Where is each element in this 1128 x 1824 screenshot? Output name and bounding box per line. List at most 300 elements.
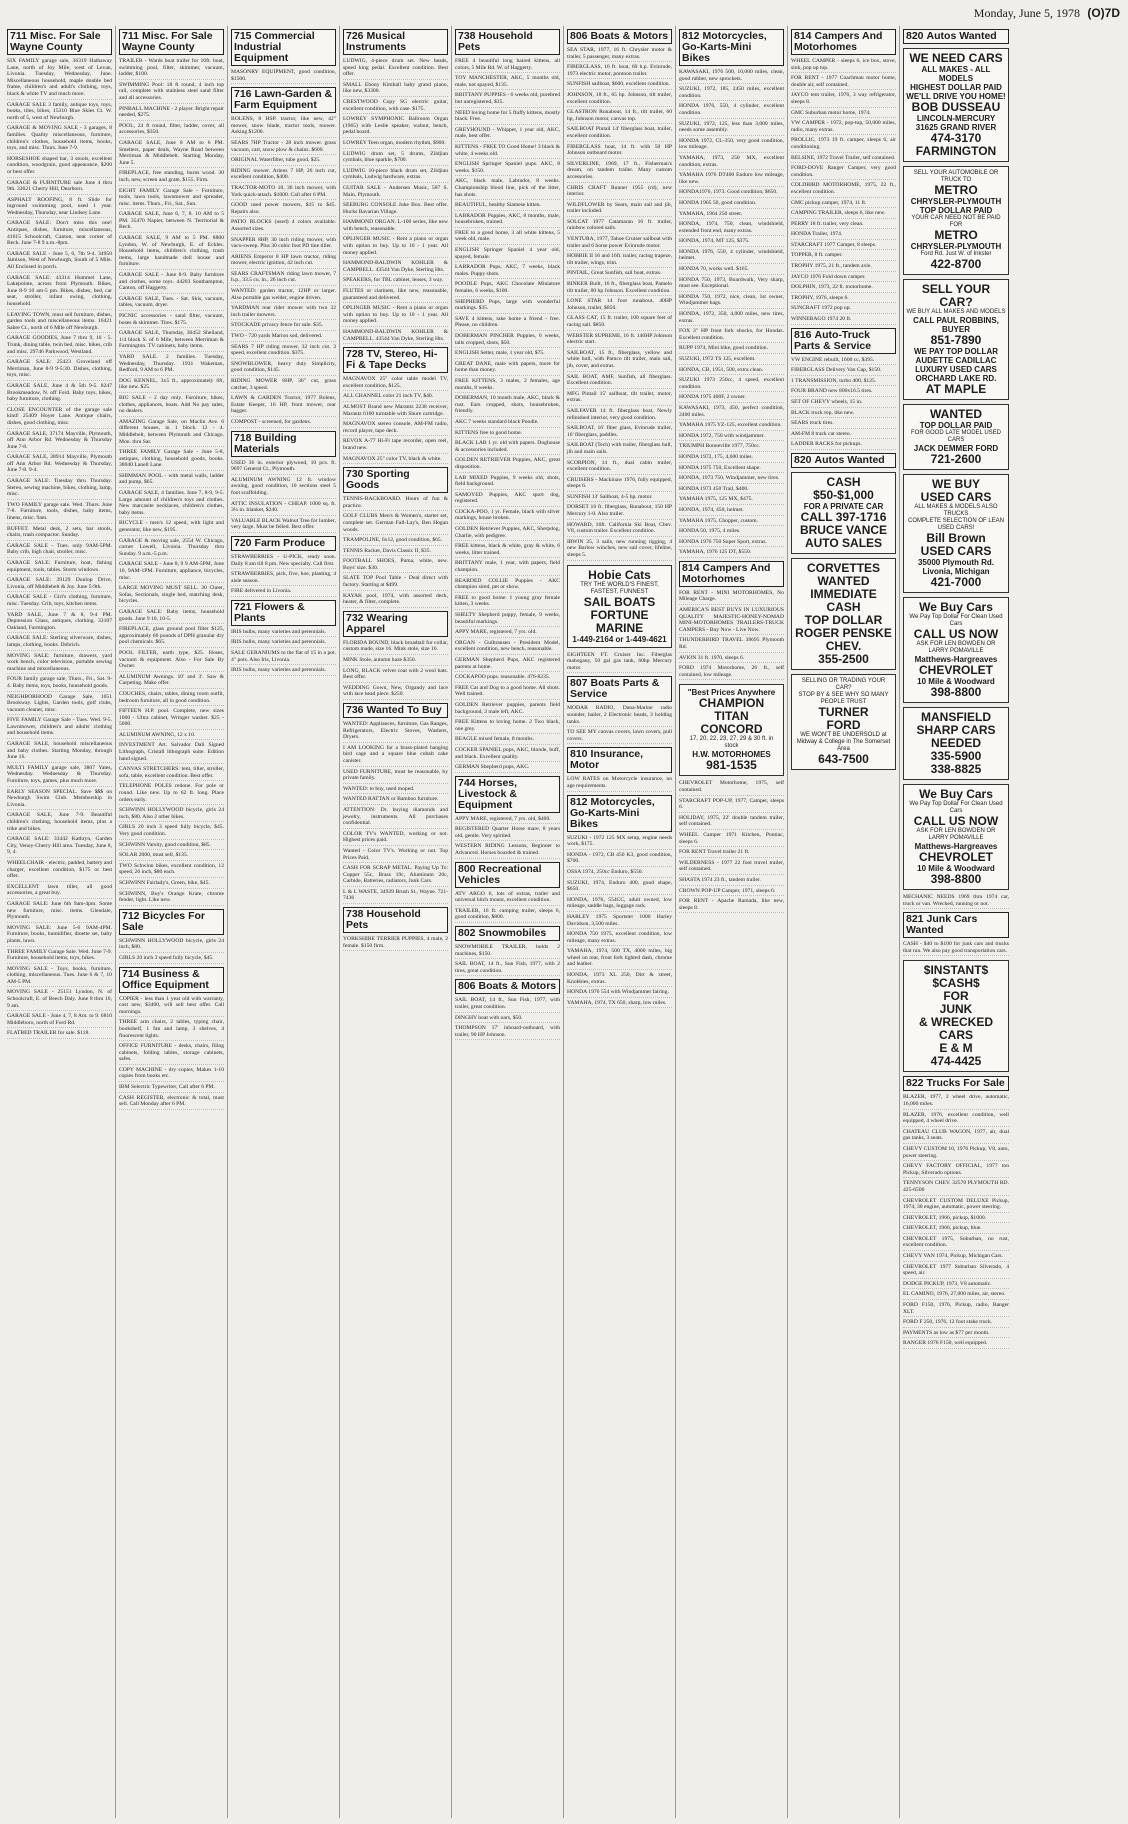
section-title: Flowers & Plants (234, 600, 305, 624)
classified-ad: CASH FOR SCRAP METAL. Paying Up To: Copper 55c, Brass 19c, Aluminum 20c, Carbide, Batteries, radiators, Junk Cars. (343, 865, 448, 887)
display-ad-line: WANTED (817, 573, 870, 588)
classified-ad: GARAGE SALE: 43314 Hummel Lane, Lakepointe, across from Plymouth. Bikes, June 8-9 10 am-5 pm. Bikes, dishes, bed, car seat, stroller, infant swing, clothing, household. (7, 275, 112, 310)
classified-ad: GMC pickup camper, 1974, 11 ft. (791, 200, 896, 209)
classified-ad: WANTED: to buy, used moped. (343, 786, 448, 795)
classified-ad: COCKAPOO pups. reasonable. 476-8235. (455, 674, 560, 683)
classified-ad: COUCHES, chairs, tables, dining room outfit, bedroom furniture, all in good condition. (119, 691, 224, 706)
classified-ad: CHEVY VAN 1974, Pickup, Michigan Cars. (903, 1253, 1009, 1262)
classified-ad: GLASTRON Runabout, 14 ft., tilt trailer, 60 hp, Johnson motor, canvas top. (567, 109, 672, 124)
classified-ad: VENTURA, 1977, Tahoe Cruiser sailboat with trailer and 6 horse power Evinrude motor. (567, 236, 672, 251)
classified-ad: POODLE Pups, AKC Chocolate Miniature females, 6 weeks, $100. (455, 281, 560, 296)
display-ad-line: $INSTANT$ (923, 963, 989, 978)
classified-ad: LAB MIXED Puppies, 9 weeks old, shots, field background. (455, 475, 560, 490)
classified-ad: HONDA - 1972, CB 450 K3, good condition, $700. (567, 852, 672, 867)
classified-ad: FREE Kittens to loving home. 2 Two black, one grey. (455, 719, 560, 734)
display-ad-line: WE PAY TOP DOLLAR (913, 347, 998, 356)
classified-ad: STRAWBERRIES, pick, five, hoe, planting, 4 aisle season. (231, 571, 336, 586)
classified-ad: GARAGE SALE: 33442 Kathryn, Garden City, Venoy-Cherry Hill area. Tuesday, June 8, 9, 4. (7, 836, 112, 858)
section-heading (791, 328, 896, 354)
classified-ad: AMAZING Garage Sale, on Maclin Ave. 6 different houses, in 1 block. 12 - 4. Middlebelt, between Plymouth and Chicago. Mon. thru Sat. (119, 419, 224, 447)
classified-ad: SHEPHERD Pups, large with wonderful markings. $35. (455, 299, 560, 314)
classified-ad: PERRY 18 ft. trailer, very clean. (791, 221, 896, 230)
classified-ad: SHELTY Shepherd puppy, female, 9 weeks, beautiful markings. (455, 612, 560, 627)
classified-ad: IRIS bulbs, many varieties and perennials. (231, 667, 336, 676)
classified-ad: SWIMMING Pool: 18 ft round, 4 inch top rail, complete with stainless steel sand filter and all accessories. (119, 82, 224, 104)
classified-ad: TO SEE MY canvas covers, lawn covers, pull covers. (567, 729, 672, 744)
classified-ad: FIFTEEN H.P. pool. Complete, new sizes 1000 - Ultra cabinet, Wringer washer. $25 - 5000. (119, 708, 224, 730)
section-title: Horses, Livestock & Equipment (458, 776, 518, 811)
classified-ad: BLACK truck top, like new. (791, 410, 896, 419)
classified-ad: HONDA 750 1975, excellent condition, low mileage, many extras. (567, 931, 672, 946)
classified-ad: IRIS bulbs, many varieties and perennials. (231, 629, 336, 638)
classified-ad: YORKSHIRE TERRIER PUPPIES, 4 male, 2 female. $150 firm. (343, 936, 448, 951)
classified-ad: STRAWBERRIES - U-PICK, ready soon. Daily 8 am till 8 pm. New specialty. Call first. (231, 554, 336, 569)
classified-ad: SILVERLINE, 1969, 17 ft., Fisherman's dream, on tandem trailer. Many custom accessories. (567, 161, 672, 183)
classified-ad: HARLEY 1975 Sportster 1000 Harley Davidson, 3,500 miles. (567, 914, 672, 929)
classified-ad: JAYCO tent trailer, 1976, 3 way refrigerator, sleeps 8. (791, 92, 896, 107)
section-title: Insurance, Motor (570, 748, 644, 772)
section-heading (903, 1076, 1009, 1091)
classified-ad: PROLLIC, 1973 19 ft. camper, sleeps 6, air conditioning. (791, 137, 896, 152)
classified-ad: SHIMMAN POOL - with metal walls, ladder and pump, $65. (119, 473, 224, 488)
display-ad-line: JUNK (939, 1002, 973, 1017)
classified-ad: AMERICA'S BEST BUYS IN LUXURIOUS QUALITY MAJESTIC-HONEY-NOMAD MINI-MOTORHOMES TRAILERS-TRUCK CAMPERS - Buy Now - Live Now. (679, 607, 784, 635)
section-title: Boats Parts & Service (570, 677, 660, 701)
classified-ad: TENNIS-BACKBOARD. Hours of fun & practice. (343, 496, 448, 511)
classified-ad: WANTED: Appliances, furniture, Gas Ranges, Refrigerators, Electric Stoves, Washers, Dryers. (343, 721, 448, 743)
display-ad-line: STOP BY & SEE WHY SO MANY PEOPLE TRUST (798, 691, 889, 705)
display-ad-line: We Pay Top Dollar For Clean Used Cars (909, 614, 1003, 627)
classified-ad: SNOWMOBILE TRAILER, holds 2 machines, $150. (455, 944, 560, 959)
classified-ad: COPIER - less than 1 year old with warranty, cost new, $3400, will sell best offer. Call mornings. (119, 996, 224, 1018)
section-number: 744 (458, 776, 476, 789)
display-ad-line: WE BUY ALL MAKES AND MODELS (906, 309, 1006, 315)
section-title: Snowmobiles (478, 927, 547, 940)
section-title: Auto-Truck Parts & Service (794, 328, 872, 352)
classified-ad: LUDWIG drum set, 5 drums, Zildjian cymbals, blue sparkle, $700. (343, 151, 448, 166)
classified-ad: FOR RENT - 1977 Coachman motor home, double air, self contained. (791, 75, 896, 90)
classified-ad: TROPHY, 1976, sleeps 6. (791, 295, 896, 304)
classified-ad: COCKER SPANIEL pups, AKC, blonde, buff, and black. Excellent quality. (455, 747, 560, 762)
classified-ad: ARIENS Emperor 8 HP lawn tractor, riding mower, electric ignition, 42 inch cut. (231, 254, 336, 269)
classified-ad: IRIS bulbs, many varieties and perennials. (231, 639, 336, 648)
section-number: 712 (122, 909, 140, 922)
display-ad-line: Matthews-Hargreaves (914, 655, 998, 664)
section-heading (231, 431, 336, 457)
section-title: Bicycles For Sale (122, 909, 205, 933)
classified-ad: FIREPLACE, glass ground pool filter $125, approximately 60 pounds of DPH granular dry pool chemicals. $65. (119, 626, 224, 648)
classified-ad: SET OF CHEVY wheels, 15 in. (791, 399, 896, 408)
section-heading (567, 676, 672, 702)
classified-ad: BIG SALE - 2 day only. Furniture, bikes, clothes, appliances, boats. Add No pay sales, no dealers. (119, 395, 224, 417)
display-ad-line: TRY THE WORLD'S FINEST, FASTEST, FUNNEST (580, 581, 659, 595)
classified-ad: ALUMINUM AWNING, 12 x 10. (119, 732, 224, 741)
classified-ad: WESTERN RIDING Lessons, Beginner to Advanced. Horses boarded & trained. (455, 843, 560, 858)
classified-ad: GARAGE SALE: Tuesday thru Thursday. Stereo, sewing machine, bikes, clothing, lamp, misc. (7, 478, 112, 500)
display-ad-line: 474-4425 (930, 1054, 982, 1069)
classified-ad: SEARS truck tires. (791, 420, 896, 429)
classified-ad: ENGLISH Springer Spaniel pups. AKC, 8 weeks. $150. (455, 161, 560, 176)
classified-ad: BEAGLE mixed female, 8 months. (455, 736, 560, 745)
classified-ad: GARAGE SALE, 9 AM to 5 PM. 8800 Lyndon, W. of Newburgh, E. of Eckles. Household items, children's clothing, trash items, large handmade doll house and furniture. (119, 235, 224, 270)
section-number: 720 (234, 536, 252, 549)
display-ad-line: CALL US NOW (913, 627, 999, 641)
classified-ad: GARAGE SALE, June 8 AM to 6 PM. Smelters, paper deals, Wayne Road between Merriman & Middlebelt. Starting Monday, June 5. (119, 140, 224, 168)
classified-ad: HONDA 1973 450 Trail, $400. (679, 486, 784, 495)
classified-ad: AM-FM 8 track car stereo. (791, 431, 896, 440)
display-ad-line: 981-1535 (706, 758, 757, 773)
display-ad-brown (903, 474, 1009, 593)
display-ad-line: TOP DOLLAR PAID (919, 206, 993, 215)
classified-ad: YAMAHA, 1976 125 DT, $550. (679, 549, 784, 558)
display-ad-line: CARS (938, 1028, 973, 1043)
classified-ad: CHEVROLET 1975, Suburban, no rust, excellent condition. (903, 1236, 1009, 1251)
section-heading (903, 29, 1009, 44)
classified-ad: MULTI FAMILY garage sale, 3807 Yates, Wednesday. Wednesday & Thursday. Furniture, toys, games, plus much more. (7, 765, 112, 787)
section-number: 711 (10, 30, 27, 42)
display-ad-line: AUDETTE CADILLAC (915, 356, 997, 365)
classified-ad: WEDDING Gown, New, Organdy and lace with lace head piece. $250. (343, 685, 448, 700)
classified-ad: SIX FAMILY garage sale, 36319 Hathaway Lane, north of Joy Mile, west of Levan, Livonia. Tuesday, Wednesday, June. Miscellaneous household, maple double bed frame, children's and adult's clothing, toys, black & white TV and much more. (7, 58, 112, 100)
classified-ad: HONDA 50, 1975, 4 miles. (679, 528, 784, 537)
classified-ad: SAMOYED Puppies, AKC sport dog, registered. (455, 492, 560, 507)
display-ad-line: H.W. MOTORHOMES (692, 750, 771, 760)
classified-ad: FIVE FAMILY Garage Sale - Tues. Wed. 9-5. Lawnmower, children's and adults' clothing and household items. (7, 717, 112, 739)
classified-ad: DOBERMAN, 10 month male, AKC, black & rust. Ears cropped, shots, housebroken, friendly. (455, 395, 560, 417)
classified-ad: SHASTA 1974 23 ft., tandem trailer. (679, 877, 784, 886)
classified-ad: FOR RENT - Apache Ramada, like new, sleeps 8. (679, 898, 784, 913)
classified-ad: JAYCO 1976 Fold down camper. (791, 274, 896, 283)
classified-ad: THREE arm chairs, 2 tables, typing chair, bookshelf, 1 fan and lamp, 3 shelves, 4 fluorescent lights. (119, 1019, 224, 1041)
classified-ad: FREE Cat and Dog to a good home. All shots. Well trained. (455, 685, 560, 700)
classified-ad: GARAGE SALE: Furniture, boat, fishing equipment, tools, tables. Storm windows. (7, 560, 112, 575)
classified-ad: BOLENS, 8 HSP. tractor, like new, 42" mower, snow blade, tractor tools, mower. Asking $1200. (231, 116, 336, 138)
classified-ad: IRWIN 25, 3 sails, new running rigging, 4 new Barlow winches, new sail cover, lifeline, sleeps 5. (567, 539, 672, 561)
classified-ad: LONE STAR 14 foot runabout, 40HP Johnson, trailer, $850. (567, 298, 672, 313)
display-ad-metro (903, 166, 1009, 275)
classified-ad: BELSINE, 1972 Travel Trailer, self contained. (791, 155, 896, 164)
classified-ad: YAMAHA 1975, Chopper, custom. (679, 518, 784, 527)
section-title: Motorcycles, Go-Karts-Mini Bikes (570, 795, 655, 830)
section-title: Building Materials (234, 431, 297, 455)
classified-ad: YAMAHA, 1973, 250 MX, excellent condition, extras. (679, 155, 784, 170)
display-ad-instant (903, 960, 1009, 1072)
classified-ad: FORD-DOVE Ranger Camper, very good condition. (791, 165, 896, 180)
classified-ad: PICNIC accessories - sand filter, vacuum, hoses & skimmer. Tires. $175. (119, 313, 224, 328)
classified-ad: CLOSE ENCOUNTER of the garage sale kind! 25409 Hoyer Lane. Antique chairs, dishes, good clothing, misc. (7, 407, 112, 429)
classified-ad: ORGAN - Gulbransen - President Model, excellent condition, new bench, reasonable. (455, 640, 560, 655)
classified-ad: GARAGE SALE: Don't miss this one! Antiques, dishes, furniture, miscellaneous, 41615 Schoolcraft, Canton, near corner of Beck. June 7-8 9 a.m.-8pm. (7, 220, 112, 248)
classified-ad: SUZUKI 1973 250cc, 4 speed, excellent condition. (679, 377, 784, 392)
classified-ad: GARAGE SALE, June 6, 7, 8. 10 AM to 5 PM. 35470 Napier, between N. Territorial & Beck. (119, 211, 224, 233)
display-ad-line: IMMEDIATE (810, 586, 877, 601)
classified-ad: EIGHTEEN FT. Cruiser Inc. Fiberglas mahogany, 50 gal gas tank, 60hp Mercury motor. (567, 652, 672, 674)
section-heading (343, 907, 448, 933)
classified-ad: GIRLS 20 inch 3 speed fully bicycle, $45. Very good condition. (119, 824, 224, 839)
section-heading (343, 467, 448, 493)
classified-ad: BINKER Built, 16 ft., fiberglass boat, Pamelo tilt trailer, 80 hp Johnson. Excellent condition. (567, 281, 672, 296)
classified-ad: LOWREY SYMPHONIC Ballroom Organ (1965) with Leslie speaker, walnut, bench, pedal board. (343, 116, 448, 138)
classified-ad: WILDERNESS - 1977 22 foot travel trailer, self contained. (679, 860, 784, 875)
display-ad-line: 17, 20, 22, 23, 27, 29 & 30 ft. in stock (689, 736, 774, 750)
classified-ad: CHEVROLET, 1966, pickup, $1000. (903, 1215, 1009, 1224)
classified-ad: OPLINGER MUSIC - Rent a piano or organ with option to buy. Up to 10 - 1 year. All money applied. (343, 236, 448, 258)
classified-ad: PINTAIL, Great Sunfish, sail boat, extras. (567, 270, 672, 279)
display-ad-line: 338-8825 (930, 762, 982, 776)
classified-ad: WILDFLOWER by Sears, main sail and jib, trailer included. (567, 202, 672, 217)
section-number: 738 (346, 908, 364, 921)
classified-ad: CHEVROLET Motorhome, 1975, self contained. (679, 780, 784, 795)
classified-ad: OPLINGER MUSIC - Rent a piano or organ with option to buy. Up to 10 - 1 year. All money applied. (343, 305, 448, 327)
classified-ad: GREYHOUND - Whippet, 1 year old, AKC, male, best offer. (455, 127, 560, 142)
display-ad-line: CASH (826, 599, 861, 614)
display-ad-line: TOP DOLLAR PAID (919, 421, 993, 430)
classified-ad: KAWASAKI, 1976 500, 10,000 miles, clean, good rubber, new sprockets. (679, 69, 784, 84)
classified-ad: HONDA, 1974, 450, helmet. (679, 507, 784, 516)
classified-ad: KITTENS free to good home. (455, 430, 560, 439)
classified-ad: SALE GERANIUMS to the flat of 15 in a pot. 4" pots. Also Iris, Livonia. (231, 650, 336, 665)
classified-ad: HONDA 750, 1972, nice, clean, 1st owner, Windjammer bags. (679, 294, 784, 309)
display-ad-champion (679, 684, 784, 776)
classified-ad: HOWARD, 16ft. California Ski Boat, Chev. V8, custom trailer. Excellent condition. (567, 522, 672, 537)
display-ad-line: "Best Prices Anywhere (687, 688, 776, 698)
classified-ad: FORD F150, 1976, Pickup, radio, Ranger XLT. (903, 1302, 1009, 1317)
section-heading (343, 29, 448, 55)
classified-ad: ASPHALT ROOFING, 8 ft. Slide for inground swimming pool, used 1 year. Wednesday, Thursday, near Lindsey Lane. (7, 197, 112, 219)
display-ad-line: CHAMPION (698, 696, 765, 711)
column-6 (564, 26, 676, 1818)
classified-ad: BLAZER, 1976, excellent condition, well equipped, 4 wheel drive. (903, 1112, 1009, 1127)
display-ad-cash (791, 472, 896, 554)
display-ad-line: 31625 GRAND RIVER (915, 123, 997, 132)
display-ad-line: BRUCE VANCE (799, 522, 888, 537)
display-ad-line: CALL US NOW (913, 814, 999, 828)
classified-ad: MOVING SALE - Toys, books, furniture, clothing, miscellaneous. Tues. June 6 & 7, 10 AM-5 PM. (7, 966, 112, 988)
classified-ad: YAMAHA 1975, 125 MX, $475. (679, 496, 784, 505)
classified-ad: THUNDERBIRD TRAVEL 38695 Plymouth Rd. (679, 637, 784, 652)
section-title: Motorcycles, Go-Karts-Mini Bikes (682, 30, 767, 64)
classified-ad: THOMPSON 17' inboard-outboard, with trailer, 90 HP Johnson. (455, 1025, 560, 1040)
display-ad-line: 398-8800 (930, 685, 982, 699)
classified-ad: HONDA, 1973 750, Windjammer, new tires. (679, 475, 784, 484)
classified-ad: FOOTBALL SHOES, Puma, white, new. Boys' size. $30. (343, 558, 448, 573)
classified-ad: USED FURNITURE, must be reasonable, by private family. (343, 769, 448, 784)
classified-ad: VW CAMPER - 1972, pop-top, 50,000 miles, radio, many extras. (791, 120, 896, 135)
classified-ad: TRAMPOLINE, 6x12, good condition, $65. (343, 537, 448, 546)
page-header (0, 0, 1128, 26)
display-ad-line: LUXURY USED CARS (915, 365, 997, 374)
column-4 (340, 26, 452, 1818)
display-ad-line: CONCORD (700, 722, 763, 737)
classified-ad: OFFICE FURNITURE - desks, chairs, filing cabinets, folding tables, storage cabinets, safes. (119, 1043, 224, 1065)
section-heading (119, 909, 224, 935)
section-number: 807 (570, 677, 588, 690)
classified-ad: I AM LOOKING for a brass-plated hanging bird cage and a square blue cobalt cake canister. (343, 745, 448, 767)
classified-ad: HONDA, CB, 1951, 500, extra clean. (679, 367, 784, 376)
classified-ad: ATTIC INSULATION - CHEAP. 1000 sq. ft. 3¼ in. blanket, $240. (231, 501, 336, 516)
classified-ad: FOUR BRAND new 800x16.5 tires. (791, 388, 896, 397)
classified-ad: TENNIS Racket, Davis Classic II, $35. (343, 548, 448, 557)
classified-ad: SAILBOAT, 16' fiber glass, Evinrude trailer, 16' fiberglass, paddles. (567, 425, 672, 440)
classified-ad: TRACTOR-MOTO 18, 36 inch mower, with York quick-attach. $1000. Call after 6 PM. (231, 185, 336, 200)
display-ad-line: $CASH$ (932, 976, 980, 991)
classified-ad: APPY MARE, registered, 7 yrs. old, $400. (455, 816, 560, 825)
classified-ad: COCKA-POO, 1 yr. Female, black with silver markings, house broken. (455, 509, 560, 524)
display-ad-bob (903, 48, 1009, 162)
section-title: Lawn-Garden & Farm Equipment (234, 88, 333, 112)
section-heading (119, 967, 224, 993)
classified-columns (4, 26, 1124, 1818)
display-ad-line: CHEVROLET (918, 850, 993, 864)
classified-ad: HONDA 750, 1973, Boardwalk, Very sharp, must see. Exceptional. (679, 277, 784, 292)
classified-ad: Wanted - Color TV's. Working or not. Top Prices Paid. (343, 848, 448, 863)
display-ad-line: YOUR CAR NEED NOT BE PAID FOR (911, 215, 1001, 228)
display-ad-line: CASH (826, 474, 861, 489)
classified-ad: INVESTMENT Art. Salvador Dali Signed Lithograph, Cristall lithograph suite. Edition hand signed. (119, 742, 224, 764)
classified-ad: ALUMINUM Awnings. 10' and 3'. Saw & Carpeting. Make offer. (119, 674, 224, 689)
display-ad-line: 10 Mile & Woodward (917, 677, 995, 686)
display-ad-line: WANTED (930, 407, 982, 421)
classified-ad: FLATBED TRAILER for sale. $118. (7, 1030, 112, 1039)
classified-ad: PAYMENTS as low as $77 per month. (903, 1330, 1009, 1339)
classified-ad: GARAGE SALE, 38914 Mayville, Plymouth off Ann Arbor Rd. Wednesday & Thursday, June 7-8. 9-4. (7, 454, 112, 476)
section-heading (679, 561, 784, 587)
classified-ad: SAILBOAT, 15 ft., fiberglass, yellow and white hull, with Pamco tilt trailer, main sail, jib, cover, and extras. (567, 350, 672, 372)
classified-ad: JOHNSON, 18 ft., 65 hp. Johnson, tilt trailer, excellent condition. (567, 92, 672, 107)
classified-ad: MOVING SALE - 25151 Lyndon, N. of Schoolcraft, E. of Beech Daly. June 8 thru 10, 9 am. (7, 989, 112, 1011)
display-ad-line: TOP DOLLAR (804, 612, 883, 627)
classified-ad: GARAGE & FURNITURE sale June 4 thru 9th. 33621 Cherry Hill, Dearborn. (7, 180, 112, 195)
classified-ad: FORD F 250, 1976, 12 foot stake truck. (903, 1319, 1009, 1328)
display-ad-hobie (567, 565, 672, 648)
section-title: Boats & Motors (590, 30, 669, 42)
section-title: Trucks For Sale (926, 1077, 1005, 1090)
classified-ad: MFG Pintail 15' sailboat, tilt trailer, motor, extras. (567, 391, 672, 406)
display-ad-line: USED CARS (920, 490, 992, 504)
classified-ad: FIBERGLASS Delivery Van Cap, $150. (791, 367, 896, 376)
classified-ad: YAMAHA, 1974, TX 650, sharp, low miles. (567, 1000, 672, 1009)
display-ad-line: Livonia, Michigan (922, 567, 990, 576)
section-heading (343, 347, 448, 373)
display-ad-line: SHARP CARS (916, 723, 996, 737)
classified-ad: TENNYSON CHEV. 32570 PLYMOUTH RD. 425-6500 (903, 1180, 1009, 1195)
display-ad-line: CORVETTES (806, 560, 881, 575)
classified-ad: LUDWIG 10-piece black drum set, Zildjian cymbals, Ludwig hardware, extras. (343, 168, 448, 183)
classified-ad: SCHWINN HOLLYWOOD bicycle, girls 24 inch, $80. Also 2 other bikes. (119, 807, 224, 822)
section-number: 812 (682, 30, 700, 42)
display-ad-line: FOR A PRIVATE CAR (803, 501, 884, 511)
classified-ad: HONDA 70, works well. $165. (679, 266, 784, 275)
classified-ad: HAMMOND-BALDWIN KOHLER & CAMPBELL. 43544 Van Dyke, Sterling Hts. (343, 329, 448, 344)
section-title: Misc. For Sale Wayne County (10, 30, 101, 53)
display-ad-line: TURNER (818, 704, 869, 719)
classified-ad: HOBBIE II 16 and 16ft. trailer, racing trapeze, tilt trailer, wings, trim. (567, 253, 672, 268)
section-number: 714 (122, 967, 140, 980)
section-heading (455, 979, 560, 994)
display-ad-line: USED CARS (920, 544, 992, 558)
classified-ad: HONDA 1972, CL-350, very good condition, low mileage. (679, 138, 784, 153)
section-number: 820 (794, 453, 812, 466)
classified-ad: GOOD used power mowers, $15 to $45. Repairs also. (231, 202, 336, 217)
section-title: Business & Office Equipment (122, 967, 209, 991)
section-number: 816 (794, 328, 812, 341)
display-ad-line: METRO (934, 183, 978, 197)
display-ad-line: FORTUNE MARINE (590, 607, 649, 635)
classified-ad: COPY MACHINE - dry copies, Makes 1-10 copies from books etc. (119, 1067, 224, 1082)
classified-ad: WHEEL CAMPER - sleeps 6, ice box, stove, sink, pop up top. (791, 58, 896, 73)
section-heading (455, 926, 560, 941)
classified-ad: FLORIDA BOUND, black broadtail fur collar, custom made, size 16. Mink stole, size 16. (343, 640, 448, 655)
classified-ad: RIDING mower. Ariens 7 HP, 26 inch cut, excellent condition, $400. (231, 168, 336, 183)
section-number: 715 (234, 30, 252, 42)
classified-ad: SCHWINN Fairlady's, Green, bike, $45. (119, 880, 224, 889)
classified-ad: FREE KITTENS, 3 males, 2 females, age months, 8 weeks. (455, 378, 560, 393)
section-heading (455, 29, 560, 55)
classified-ad: DORSET 16 ft. fiberglass, Runabout, 150 HP Mercury 1-0. Also trailer. (567, 504, 672, 519)
column-2 (116, 26, 228, 1818)
classified-ad: HONDA 1965 50, good condition. (679, 200, 784, 209)
display-ad-line: $50-$1,000 (813, 487, 874, 502)
section-number: 711 (122, 30, 139, 42)
section-title: Wearing Apparel (346, 611, 408, 635)
classified-ad: DINGHY boat with oars, $50. (455, 1015, 560, 1024)
display-ad-line: & WRECKED (919, 1015, 993, 1030)
classified-ad: FREE to a good home, 3 all white kittens, 5 week old, male. (455, 230, 560, 245)
section-number: 810 (570, 748, 588, 761)
classified-ad: HONDA, 1972, 350, 4,000 miles, new tires, extras. (679, 311, 784, 326)
classified-ad: FREE 4 beautiful long haired kittens, all colors, 5 Mile Rd. W. of Haggerty. (455, 58, 560, 73)
section-title: Autos Wanted (926, 30, 997, 42)
classified-ad: FOX 3" HP front fork shocks, for Hondas. Excellent condition. (679, 328, 784, 343)
display-ad-line: CHRYSLER-PLYMOUTH (910, 197, 1002, 206)
section-heading (343, 611, 448, 637)
classified-ad: BEAUTIFUL, healthy Siamese kitten. (455, 202, 560, 211)
section-number: 814 (794, 30, 812, 42)
section-number: 802 (458, 927, 476, 940)
classified-ad: GARAGE SALE: 25423 Groveland off Merriman, June 8-9 9-5:30. Dishes, clothing, toys, misc. (7, 359, 112, 381)
classified-ad: SUZUKI, 1972 TS 125, excellent. (679, 356, 784, 365)
classified-ad: BRITTANY PUPPIES - 6 weeks old, purebred but unregistered, $35. (455, 92, 560, 107)
section-number: 730 (346, 468, 364, 481)
classified-ad: WEBSTER SUPREME, 16 ft. 140HP Johnson electric start. (567, 333, 672, 348)
classified-ad: SUZUKI, 1972, 185, 2450 miles, excellent condition. (679, 86, 784, 101)
classified-ad: RANGER 1976 F150, well equipped. (903, 1340, 1009, 1349)
display-ad-line: JACK DEMMER FORD (913, 444, 999, 453)
column-5 (452, 26, 564, 1818)
display-ad-line: WE NEED CARS (909, 51, 1003, 65)
classified-ad: GARAGE SALE, Thursday, 30452 Sheiland, 1/4 block S. of 6 Mile, between Merriman & Farmington. TV cabinets, baby items. (119, 330, 224, 352)
classified-ad: HONDA Trailer, 1974. (791, 231, 896, 240)
section-heading (7, 29, 112, 55)
classified-ad: AKC 7 weeks standard black Poodle. (455, 419, 560, 428)
classified-ad: GARAGE SALE, household miscellaneous and baby clothes. Starting Monday, through June 16. (7, 741, 112, 763)
classified-ad: DOLPHIN, 1973, 22 ft. motorhome. (791, 284, 896, 293)
display-ad-line: We Buy Cars (919, 600, 993, 614)
classified-ad: CAMPING TRAILER, sleeps 6, like new. (791, 210, 896, 219)
classified-ad: GMC Suburban motor home, 1974. (791, 110, 896, 119)
classified-ad: OSSA 1974, 250cc Enduro, $550. (567, 869, 672, 878)
classified-ad: THREE FAMILY Garage Sale. Wed. June 7-9. Furniture, household items, toys, bikes. (7, 949, 112, 964)
section-heading (567, 29, 672, 44)
display-ad-line: TITAN (714, 709, 749, 724)
section-number: 820 (906, 30, 924, 42)
classified-ad: TOY MANCHESTER, AKC, 5 months old, male, not spayed, $135. (455, 75, 560, 90)
section-title: Household Pets (458, 30, 533, 53)
classified-ad: FOR RENT Travel trailer 21 ft. (679, 849, 784, 858)
classified-ad: ENGLISH Setter, male, 1 year old, $75. (455, 350, 560, 359)
classified-ad: VALUABLE BLACK Walnut Tree for lumber, very large. Must be felled. Best offer. (231, 518, 336, 533)
display-ad-line: NEEDED (930, 736, 981, 750)
